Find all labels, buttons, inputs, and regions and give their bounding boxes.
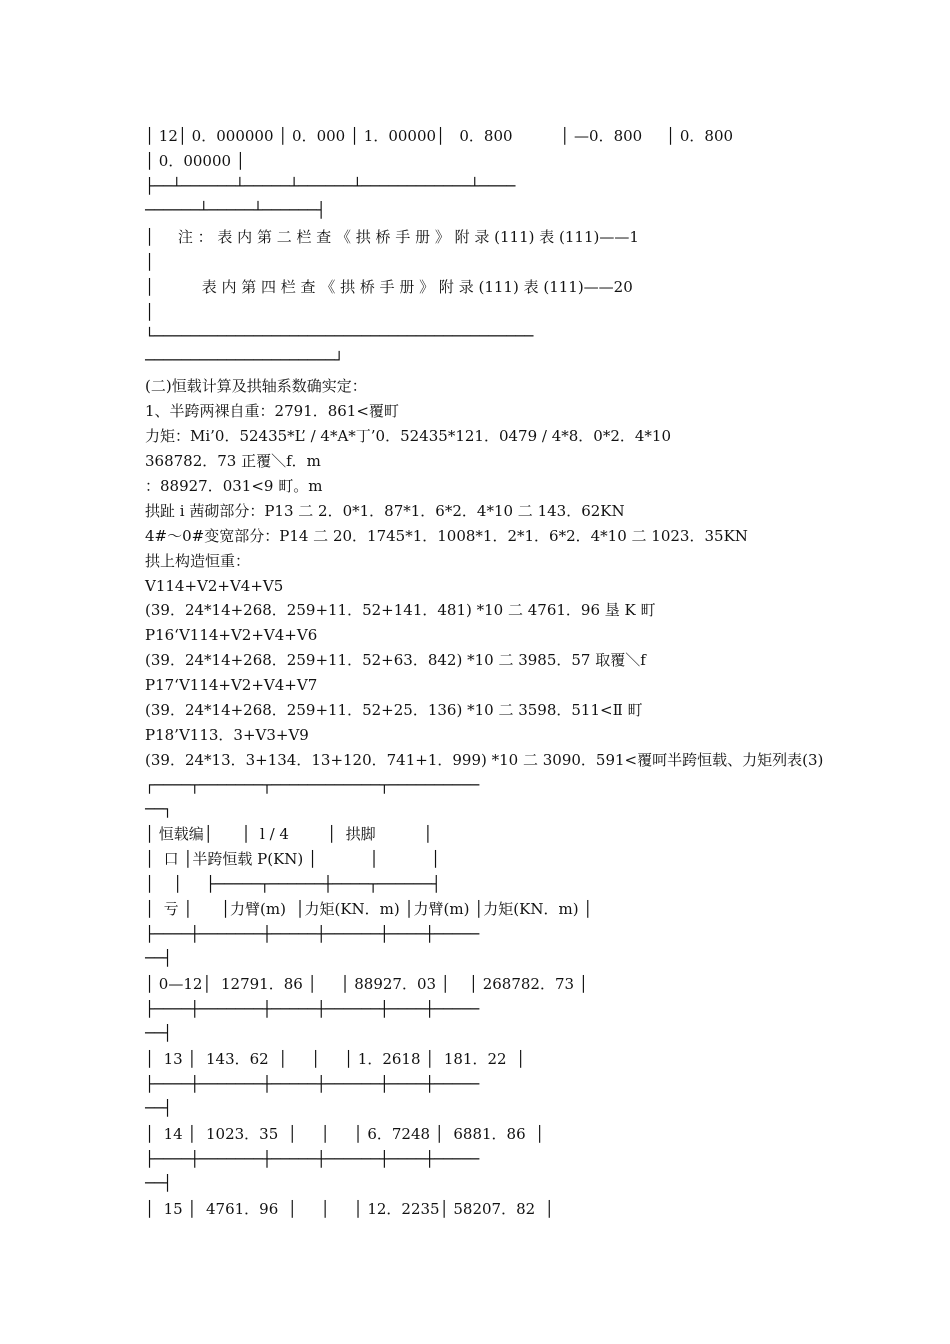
table-row: │ 15 │ 4761．96 │ │ │ 12．2235│ 58207．82 │ bbox=[145, 1200, 554, 1218]
section-heading: (二)恒载计算及拱轴系数确实定： bbox=[145, 377, 367, 395]
text-line: (39．24*13．3+134．13+120．741+1．999) *10 二 3090．591<覆呵半跨恒载、力矩列表(3) bbox=[145, 751, 824, 769]
table-border: │ bbox=[145, 303, 155, 321]
table-bottom-cont: ─────────────────────┘ bbox=[145, 351, 344, 369]
text-line: 拱趾 i 茜砌部分：P13 二 2．0*1．87*1．6*2．4*10 二 143．62KN bbox=[145, 502, 625, 520]
table-row-12-cont: │ 0．00000 │ bbox=[145, 152, 245, 170]
text-line: V114+V2+V4+V5 bbox=[145, 577, 284, 595]
table-top-cont: ──┐ bbox=[145, 800, 173, 818]
table-separator-cont: ──────┴─────┴──────┤ bbox=[145, 201, 326, 219]
table-bottom: └────────────────────────────────────────── bbox=[145, 327, 534, 345]
text-line: (39．24*14+268．259+11．52+141．481) *10 二 4761．96 垦 K 町 bbox=[145, 601, 656, 619]
text-line: (39．24*14+268．259+11．52+63．842) *10 二 3985．57 取覆＼f bbox=[145, 651, 646, 669]
table-note-1: │ 注 ： 表 内 第 二 栏 查 《 拱 桥 手 册 》 附 录 (111) 表 (111)——1 bbox=[145, 228, 639, 246]
text-line: P17‘V114+V2+V4+V7 bbox=[145, 676, 318, 694]
table-separator: ├────┼───────┼─────┼──────┼────┼───── bbox=[145, 1075, 480, 1093]
table-separator: ├──┴──────┴─────┴──────┴────────────┴──── bbox=[145, 177, 516, 195]
table-header-3: │ │ ├─────┬──────┼────┬──────┤ bbox=[145, 875, 441, 893]
table-separator: ├────┼───────┼─────┼──────┼────┼───── bbox=[145, 1000, 480, 1018]
text-line: P16‘V114+V2+V4+V6 bbox=[145, 626, 318, 644]
table-separator-cont: ──┤ bbox=[145, 1024, 173, 1042]
table-row-12: │ 12│ 0．000000 │ 0．000 │ 1．00000│ 0．800 │ —0．800 │ 0．800 bbox=[145, 127, 734, 145]
text-line: 力矩：Mi’0．52435*L’ / 4*A*丁’0．52435*121．0479 / 4*8．0*2．4*10 bbox=[145, 427, 672, 445]
table-separator-cont: ──┤ bbox=[145, 1174, 173, 1192]
text-line: 4#～0#变宽部分：P14 二 20．1745*1．1008*1．2*1．6*2．4*10 二 1023．35KN bbox=[145, 527, 748, 545]
table-border: │ bbox=[145, 253, 155, 271]
table-separator: ├────┼───────┼─────┼──────┼────┼───── bbox=[145, 925, 480, 943]
table-note-2: │ 表 内 第 四 栏 查 《 拱 桥 手 册 》 附 录 (111) 表 (111)——20 bbox=[145, 278, 633, 296]
table-separator-cont: ──┤ bbox=[145, 949, 173, 967]
text-line: P18’V113．3+V3+V9 bbox=[145, 726, 309, 744]
text-line: 368782．73 正覆＼f．m bbox=[145, 452, 321, 470]
table-header-2: │ 口 │半跨恒载 P(KN) │ │ │ bbox=[145, 850, 441, 868]
table-row: │ 0—12│ 12791．86 │ │ 88927．03 │ │ 268782．73 │ bbox=[145, 975, 588, 993]
table-row: │ 13 │ 143．62 │ │ │ 1．2618 │ 181．22 │ bbox=[145, 1050, 526, 1068]
table-row: │ 14 │ 1023．35 │ │ │ 6．7248 │ 6881．86 │ bbox=[145, 1125, 545, 1143]
text-line: 拱上构造恒重： bbox=[145, 552, 251, 570]
table-separator-cont: ──┤ bbox=[145, 1099, 173, 1117]
table-header-4: │ 亏 │ │力臂(m) │力矩(KN．m) │力臂(m) │力矩(KN．m) │ bbox=[145, 900, 593, 918]
table-top: ┌────┬───────┬────────────┬────────── bbox=[145, 776, 480, 794]
text-line: 1、半跨两裸自重：2791．861<覆町 bbox=[145, 402, 399, 420]
table-header-1: │ 恒载编│ │ l / 4 │ 拱脚 │ bbox=[145, 825, 433, 843]
text-line: ：88927．031<9 町。m bbox=[145, 477, 323, 495]
table-separator: ├────┼───────┼─────┼──────┼────┼───── bbox=[145, 1150, 480, 1168]
text-line: (39．24*14+268．259+11．52+25．136) *10 二 3598．511<Ⅱ 町 bbox=[145, 701, 643, 719]
